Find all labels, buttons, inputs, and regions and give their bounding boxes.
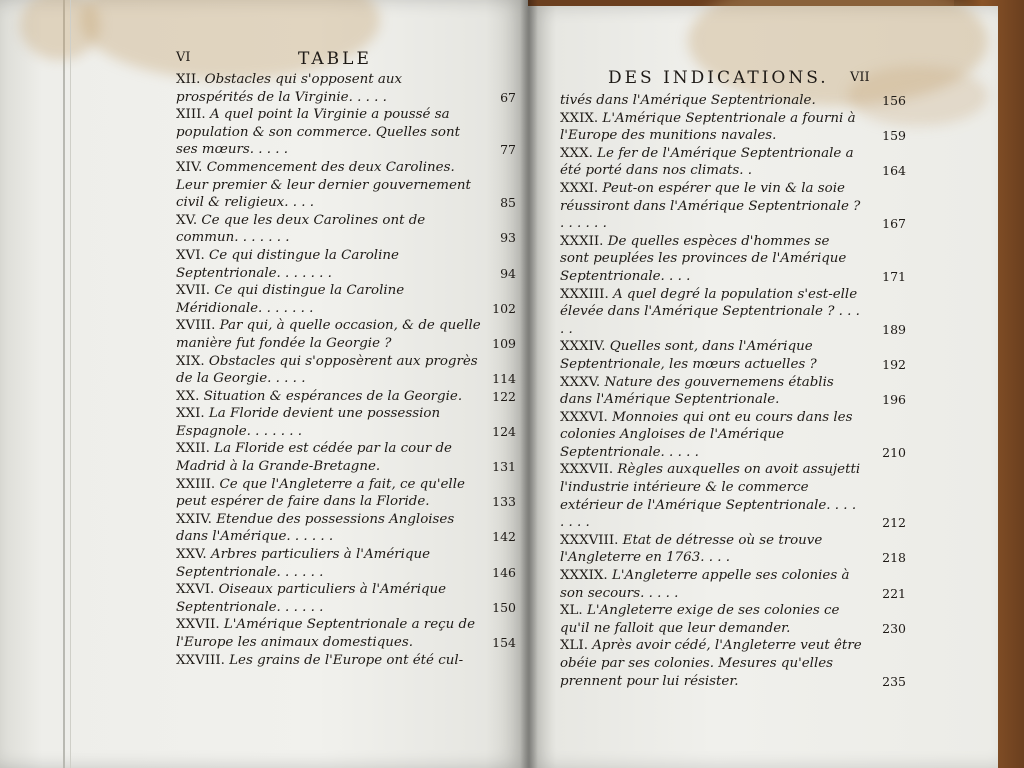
chapter-number: XXXI.	[560, 180, 599, 196]
toc-entry	[176, 581, 516, 616]
chapter-title: Situation & espérances de la Georgie.	[203, 388, 463, 404]
chapter-title: L'Angleterre appelle ses colonies à son secours. . . . .	[560, 568, 850, 601]
page-reference: 210	[882, 444, 906, 460]
chapter-title: A quel degré la population s'est-elle élevée dans l'Amérique Septentrionale ? . . . . .	[560, 286, 860, 337]
book-gutter	[520, 0, 538, 768]
chapter-title: Commencement des deux Carolines. Leur premier & leur dernier gouvernement civil & religieux. . . .	[176, 159, 471, 211]
page-reference: 235	[882, 673, 906, 689]
toc-entry	[560, 286, 910, 339]
toc-entry	[560, 92, 910, 110]
toc-entry	[560, 461, 910, 531]
chapter-title: Arbres particuliers à l'Amérique Septentrionale. . . . . .	[176, 547, 431, 580]
page-reference: 192	[882, 356, 906, 372]
chapter-number: XXXV.	[560, 374, 601, 390]
chapter-title: L'Amérique Septentrionale a reçu de l'Europe les animaux domestiques.	[176, 617, 476, 650]
page-reference: 133	[492, 494, 516, 510]
running-head: DES INDICATIONS.	[608, 68, 829, 88]
chapter-number: XXXVII.	[560, 462, 614, 478]
chapter-number: XXXVI.	[560, 409, 608, 425]
toc-entry	[176, 317, 516, 352]
chapter-title: Etendue des possessions Angloises dans l'Amérique. . . . . .	[176, 511, 455, 545]
toc-entry	[176, 247, 516, 282]
page-reference: 131	[492, 459, 516, 475]
chapter-title: Monnoies qui ont eu cours dans les colonies Angloises de l'Amérique Septentrionale. . . . .	[560, 409, 853, 460]
toc-entry	[176, 652, 516, 670]
chapter-number: XIX.	[176, 353, 205, 369]
chapter-number: XIV.	[176, 159, 203, 175]
chapter-number: XV.	[176, 212, 198, 228]
chapter-title: Ce qui distingue la Caroline Méridionale. . . . . . .	[176, 283, 405, 316]
chapter-number: XXXII.	[560, 233, 604, 249]
chapter-number: XVI.	[176, 247, 205, 263]
toc-entry	[176, 388, 516, 406]
chapter-number: XLI.	[560, 638, 588, 654]
table-of-contents-entries	[176, 71, 516, 669]
toc-entry	[176, 282, 516, 317]
chapter-number: XXX.	[560, 145, 593, 161]
toc-entry	[560, 110, 910, 145]
chapter-title: Les grains de l'Europe ont été cul-	[229, 652, 464, 668]
toc-entry	[560, 145, 910, 180]
page-reference: 159	[882, 128, 906, 144]
chapter-title: Ce que les deux Carolines ont de commun. . . . . . .	[176, 212, 426, 246]
toc-entry	[176, 511, 516, 546]
toc-entry	[560, 338, 910, 373]
page-reference: 142	[492, 529, 516, 545]
page-reference: 102	[492, 300, 516, 316]
page-reference: 196	[882, 392, 906, 408]
chapter-number: XXII.	[176, 441, 210, 457]
toc-entry	[176, 106, 516, 159]
page-reference: 212	[882, 515, 906, 531]
page-reference: 189	[882, 321, 906, 337]
toc-entry	[176, 405, 516, 440]
chapter-number: XXV.	[176, 547, 207, 563]
chapter-title: Par qui, à quelle occasion, & de quelle manière fut fondée la Georgie ?	[176, 318, 481, 351]
toc-entry	[176, 212, 516, 247]
toc-entry	[176, 71, 516, 106]
water-stain	[20, 0, 100, 60]
toc-entry	[176, 616, 516, 651]
chapter-number: XXIX.	[560, 110, 599, 126]
chapter-title: Après avoir cédé, l'Angleterre veut être obéie par ses colonies. Mesures qu'elles prennent pour lui résister.	[560, 638, 862, 689]
toc-entry	[560, 532, 910, 567]
page-reference: 124	[492, 423, 516, 439]
chapter-title: Obstacles qui s'opposèrent aux progrès de la Georgie. . . . .	[176, 353, 478, 387]
page-reference: 67	[500, 89, 516, 105]
page-reference: 93	[500, 230, 516, 246]
chapter-number: XXVII.	[176, 617, 220, 633]
page-reference: 85	[500, 195, 516, 211]
page-reference: 146	[492, 564, 516, 580]
toc-entry	[560, 180, 910, 233]
chapter-number: XXXVIII.	[560, 532, 619, 548]
chapter-number: XXIII.	[176, 476, 216, 492]
chapter-number: XXI.	[176, 406, 205, 422]
chapter-title: L'Amérique Septentrionale a fourni à l'Europe des munitions navales.	[560, 110, 856, 144]
chapter-number: XVIII.	[176, 318, 216, 334]
chapter-number: XII.	[176, 72, 201, 87]
chapter-title: L'Angleterre exige de ses colonies ce qu'il ne falloit que leur demander.	[560, 603, 840, 636]
toc-entry	[560, 602, 910, 637]
chapter-title: Le fer de l'Amérique Septentrionale a été porté dans nos climats. .	[560, 145, 854, 179]
chapter-title: Etat de détresse où se trouve l'Angleterre en 1763. . . .	[560, 532, 823, 566]
page-number: VI	[176, 50, 191, 65]
chapter-title: La Floride est cédée par la cour de Madrid à la Grande-Bretagne.	[176, 441, 452, 475]
page-reference: 230	[882, 620, 906, 636]
page-number: VII	[850, 70, 870, 85]
chapter-number: XIII.	[176, 107, 206, 123]
toc-entry	[176, 440, 516, 475]
page-reference: 122	[492, 388, 516, 404]
chapter-title: Peut-on espérer que le vin & la soie réussiront dans l'Amérique Septentrionale ? . . . . . .	[560, 180, 861, 232]
page-reference: 171	[882, 268, 906, 284]
chapter-title: Ce que l'Angleterre a fait, ce qu'elle peut espérer de faire dans la Floride.	[176, 476, 465, 510]
chapter-number: XXVI.	[176, 582, 215, 598]
chapter-title: A quel point la Virginie a poussé sa population & son commerce. Quelles sont ses mœurs. . . . .	[176, 107, 460, 158]
chapter-number: XX.	[176, 388, 200, 404]
page-reference: 156	[882, 93, 906, 108]
page-reference: 109	[492, 335, 516, 351]
chapter-title: Nature des gouvernemens établis dans l'Amérique Septentrionale.	[560, 374, 834, 408]
chapter-title: tivés dans l'Amérique Septentrionale.	[560, 93, 816, 108]
page-reference: 164	[882, 163, 906, 179]
chapter-number: XVII.	[176, 283, 211, 299]
toc-entry	[560, 233, 910, 286]
toc-entry	[176, 476, 516, 511]
running-head: TABLE	[298, 49, 372, 69]
page-reference: 221	[882, 585, 906, 601]
chapter-title: La Floride devient une possession Espagnole. . . . . . .	[176, 406, 441, 439]
page-reference: 77	[500, 142, 516, 158]
chapter-title: De quelles espèces d'hommes se sont peuplées les provinces de l'Amérique Septentrionale. . . .	[560, 233, 847, 284]
chapter-number: XL.	[560, 603, 583, 619]
page-reference: 167	[882, 216, 906, 232]
chapter-number: XXXIV.	[560, 339, 606, 355]
toc-entry	[560, 409, 910, 462]
page-reference: 94	[500, 265, 516, 281]
chapter-title: Quelles sont, dans l'Amérique Septentrionale, les mœurs actuelles ?	[560, 339, 817, 372]
chapter-title: Règles auxquelles on avoit assujetti l'industrie intérieure & le commerce extérieur de l'Amérique Septentrionale. . . . . . . .	[560, 462, 861, 531]
page-reference: 114	[492, 371, 516, 387]
page-reference: 154	[492, 635, 516, 650]
page-reference: 218	[882, 550, 906, 566]
toc-entry	[176, 353, 516, 388]
toc-entry	[176, 546, 516, 581]
page-reference: 150	[492, 599, 516, 615]
chapter-number: XXXIII.	[560, 286, 609, 302]
table-of-contents-entries	[560, 92, 910, 690]
chapter-title: Ce qui distingue la Caroline Septentrionale. . . . . . .	[176, 247, 399, 281]
chapter-number: XXIV.	[176, 511, 212, 527]
chapter-title: Obstacles qui s'opposent aux prospérités de la Virginie. . . . .	[176, 72, 403, 105]
toc-entry	[560, 567, 910, 602]
toc-entry	[176, 159, 516, 212]
toc-entry	[560, 374, 910, 409]
chapter-number: XXXIX.	[560, 568, 608, 584]
chapter-number: XXVIII.	[176, 652, 225, 668]
chapter-title: Oiseaux particuliers à l'Amérique Septentrionale. . . . . .	[176, 582, 447, 615]
toc-entry	[560, 637, 910, 690]
